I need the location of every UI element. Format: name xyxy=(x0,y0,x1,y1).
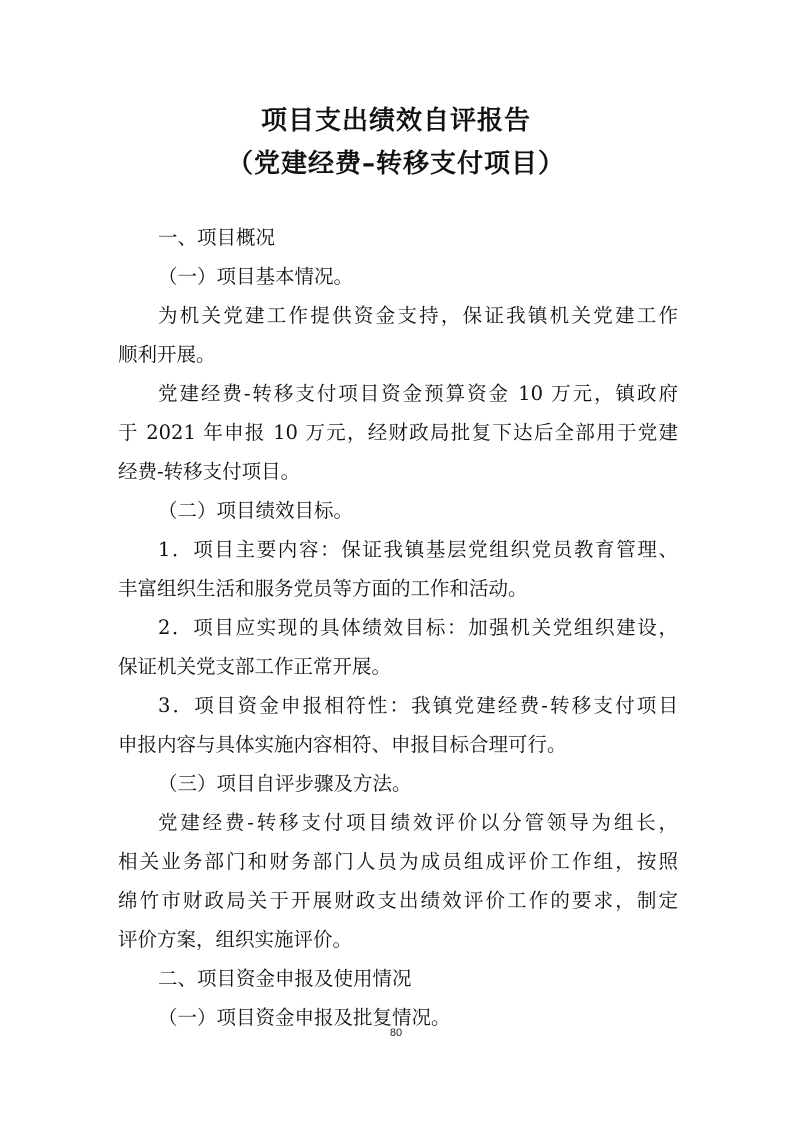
text-line: 党建经费-转移支付项目绩效评价以分管领导为组长， xyxy=(158,811,678,834)
text-line: 2．项目应实现的具体绩效目标：加强机关党组织建设， xyxy=(158,616,678,639)
text-line: 3．项目资金申报相符性：我镇党建经费-转移支付项目 xyxy=(158,694,678,717)
text-line: 二、项目资金申报及使用情况 xyxy=(158,967,412,990)
text-line: （三）项目自评步骤及方法。 xyxy=(158,772,412,795)
text-line: 为机关党建工作提供资金支持，保证我镇机关党建工作 xyxy=(158,304,678,327)
text-line: 申报内容与具体实施内容相符、申报目标合理可行。 xyxy=(118,733,567,756)
text-line: 1．项目主要内容：保证我镇基层党组织党员教育管理、 xyxy=(158,538,678,561)
text-line: 绵竹市财政局关于开展财政支出绩效评价工作的要求，制定 xyxy=(118,889,678,912)
text-line: 保证机关党支部工作正常开展。 xyxy=(118,655,392,678)
text-line: （二）项目绩效目标。 xyxy=(158,499,354,522)
page-number: 80 xyxy=(389,1027,403,1039)
text-line: 于 2021 年申报 10 万元，经财政局批复下达后全部用于党建 xyxy=(118,421,678,444)
text-line: 顺利开展。 xyxy=(118,343,216,366)
text-line: 相关业务部门和财务部门人员为成员组成评价工作组，按照 xyxy=(118,850,678,873)
document-subtitle: （党建经费–转移支付项目） xyxy=(226,149,565,179)
text-line: 经费-转移支付项目。 xyxy=(118,460,301,483)
text-line: （一）项目基本情况。 xyxy=(158,265,354,288)
text-line: 丰富组织生活和服务党员等方面的工作和活动。 xyxy=(118,577,528,600)
text-line: 评价方案，组织实施评价。 xyxy=(118,928,353,951)
document-title: 项目支出绩效自评报告 xyxy=(260,106,531,136)
text-line: 党建经费-转移支付项目资金预算资金 10 万元，镇政府 xyxy=(158,382,678,405)
document-body xyxy=(118,218,678,1037)
text-line: （一）项目资金申报及批复情况。 xyxy=(158,1006,451,1029)
text-line: 一、项目概况 xyxy=(158,226,276,249)
